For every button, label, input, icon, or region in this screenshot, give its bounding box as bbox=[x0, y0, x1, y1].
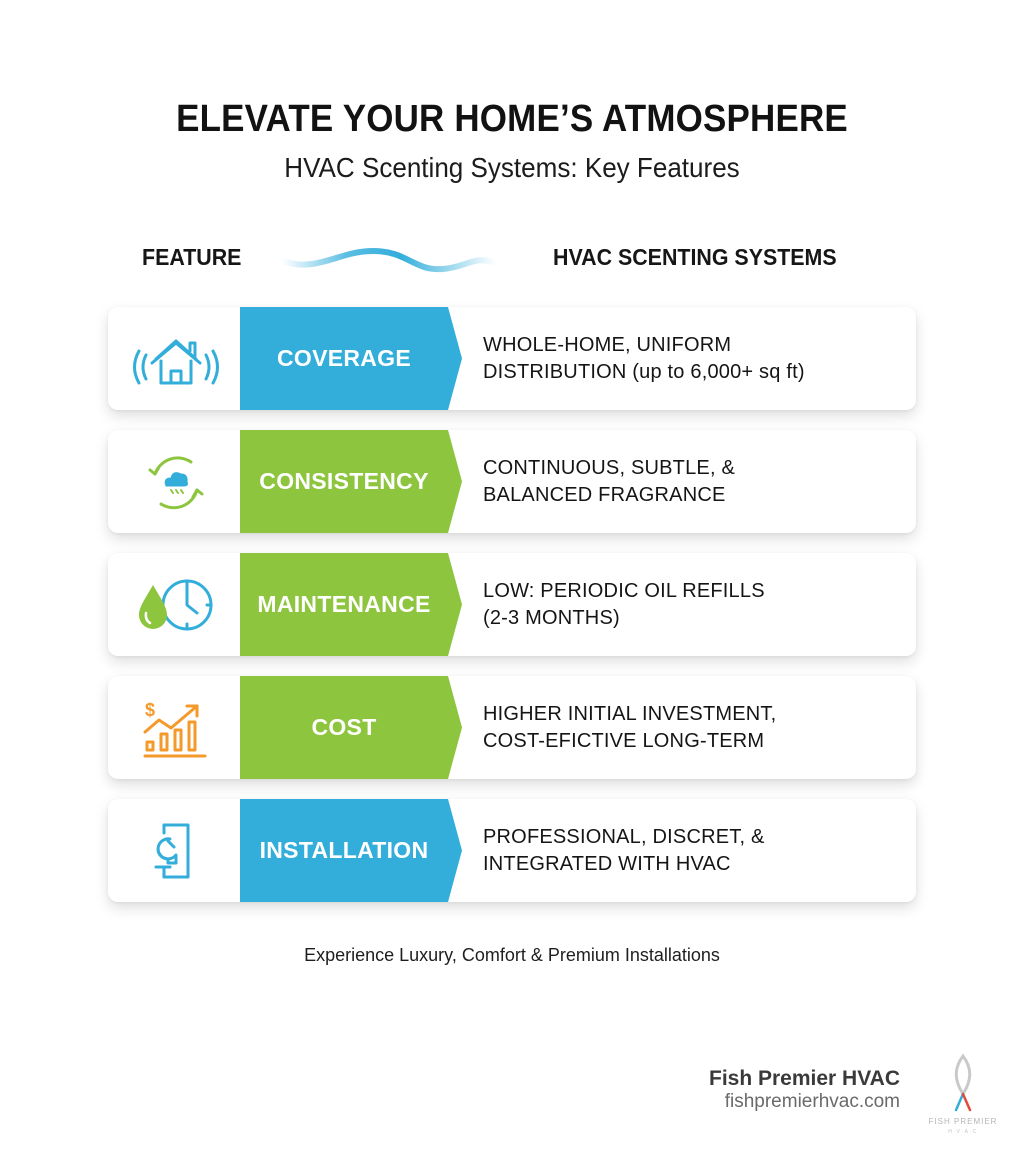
wrench-panel-icon bbox=[126, 819, 226, 883]
svg-text:$: $ bbox=[145, 700, 156, 720]
description-line-2: (2-3 MONTHS) bbox=[483, 606, 620, 629]
feature-description bbox=[483, 676, 903, 779]
description-line-1: HIGHER INITIAL INVESTMENT, bbox=[483, 702, 777, 725]
page-title: ELEVATE YOUR HOME’S ATMOSPHERE bbox=[176, 98, 848, 140]
feature-description bbox=[483, 430, 903, 533]
brand-name: Fish Premier HVAC bbox=[709, 1067, 900, 1090]
logo-subtext: H·V·A·C bbox=[948, 1129, 978, 1135]
description-line-2: COST-EFICTIVE LONG-TERM bbox=[483, 729, 765, 752]
feature-label-band bbox=[240, 676, 462, 779]
column-header-feature: FEATURE bbox=[142, 244, 242, 270]
description-line-2: DISTRIBUTION (up to 6,000+ sq ft) bbox=[483, 360, 805, 383]
drop-clock-icon bbox=[126, 573, 226, 637]
cost-chart-icon bbox=[126, 696, 226, 760]
feature-name: INSTALLATION bbox=[259, 837, 429, 863]
description-line-1: PROFESSIONAL, DISCRET, & bbox=[483, 825, 765, 848]
feature-name: COST bbox=[311, 714, 377, 740]
description-line-2: BALANCED FRAGRANCE bbox=[483, 483, 726, 506]
feature-description bbox=[483, 307, 903, 410]
feature-label-band bbox=[240, 799, 462, 902]
cycle-cloud-icon bbox=[126, 450, 226, 514]
feature-label-band bbox=[240, 553, 462, 656]
page-subtitle: HVAC Scenting Systems: Key Features bbox=[284, 152, 740, 183]
column-header-hvac-scenting-systems: HVAC SCENTING SYSTEMS bbox=[553, 244, 837, 270]
fish-premier-logo-icon bbox=[918, 1050, 1008, 1140]
feature-name: CONSISTENCY bbox=[259, 468, 429, 494]
logo-text: FISH PREMIER bbox=[928, 1117, 998, 1126]
feature-label-band bbox=[240, 430, 462, 533]
description-line-1: LOW: PERIODIC OIL REFILLS bbox=[483, 579, 765, 602]
description-line-1: CONTINUOUS, SUBTLE, & bbox=[483, 456, 736, 479]
feature-name: COVERAGE bbox=[276, 345, 412, 371]
house-signal-icon bbox=[126, 327, 226, 391]
feature-label-band bbox=[240, 307, 462, 410]
brand-url[interactable]: fishpremierhvac.com bbox=[724, 1091, 900, 1112]
feature-list bbox=[108, 307, 916, 922]
feature-row-maintenance bbox=[108, 553, 916, 656]
feature-description bbox=[483, 553, 903, 656]
feature-row-coverage bbox=[108, 307, 916, 410]
feature-row-installation bbox=[108, 799, 916, 902]
feature-description bbox=[483, 799, 903, 902]
wave-divider-icon bbox=[278, 243, 500, 277]
feature-row-consistency bbox=[108, 430, 916, 533]
description-line-1: WHOLE-HOME, UNIFORM bbox=[483, 333, 732, 356]
feature-row-cost bbox=[108, 676, 916, 779]
brand-block bbox=[709, 1066, 900, 1113]
feature-name: MAINTENANCE bbox=[257, 591, 431, 617]
description-line-2: INTEGRATED WITH HVAC bbox=[483, 852, 731, 875]
tagline: Experience Luxury, Comfort & Premium Installations bbox=[304, 945, 720, 965]
